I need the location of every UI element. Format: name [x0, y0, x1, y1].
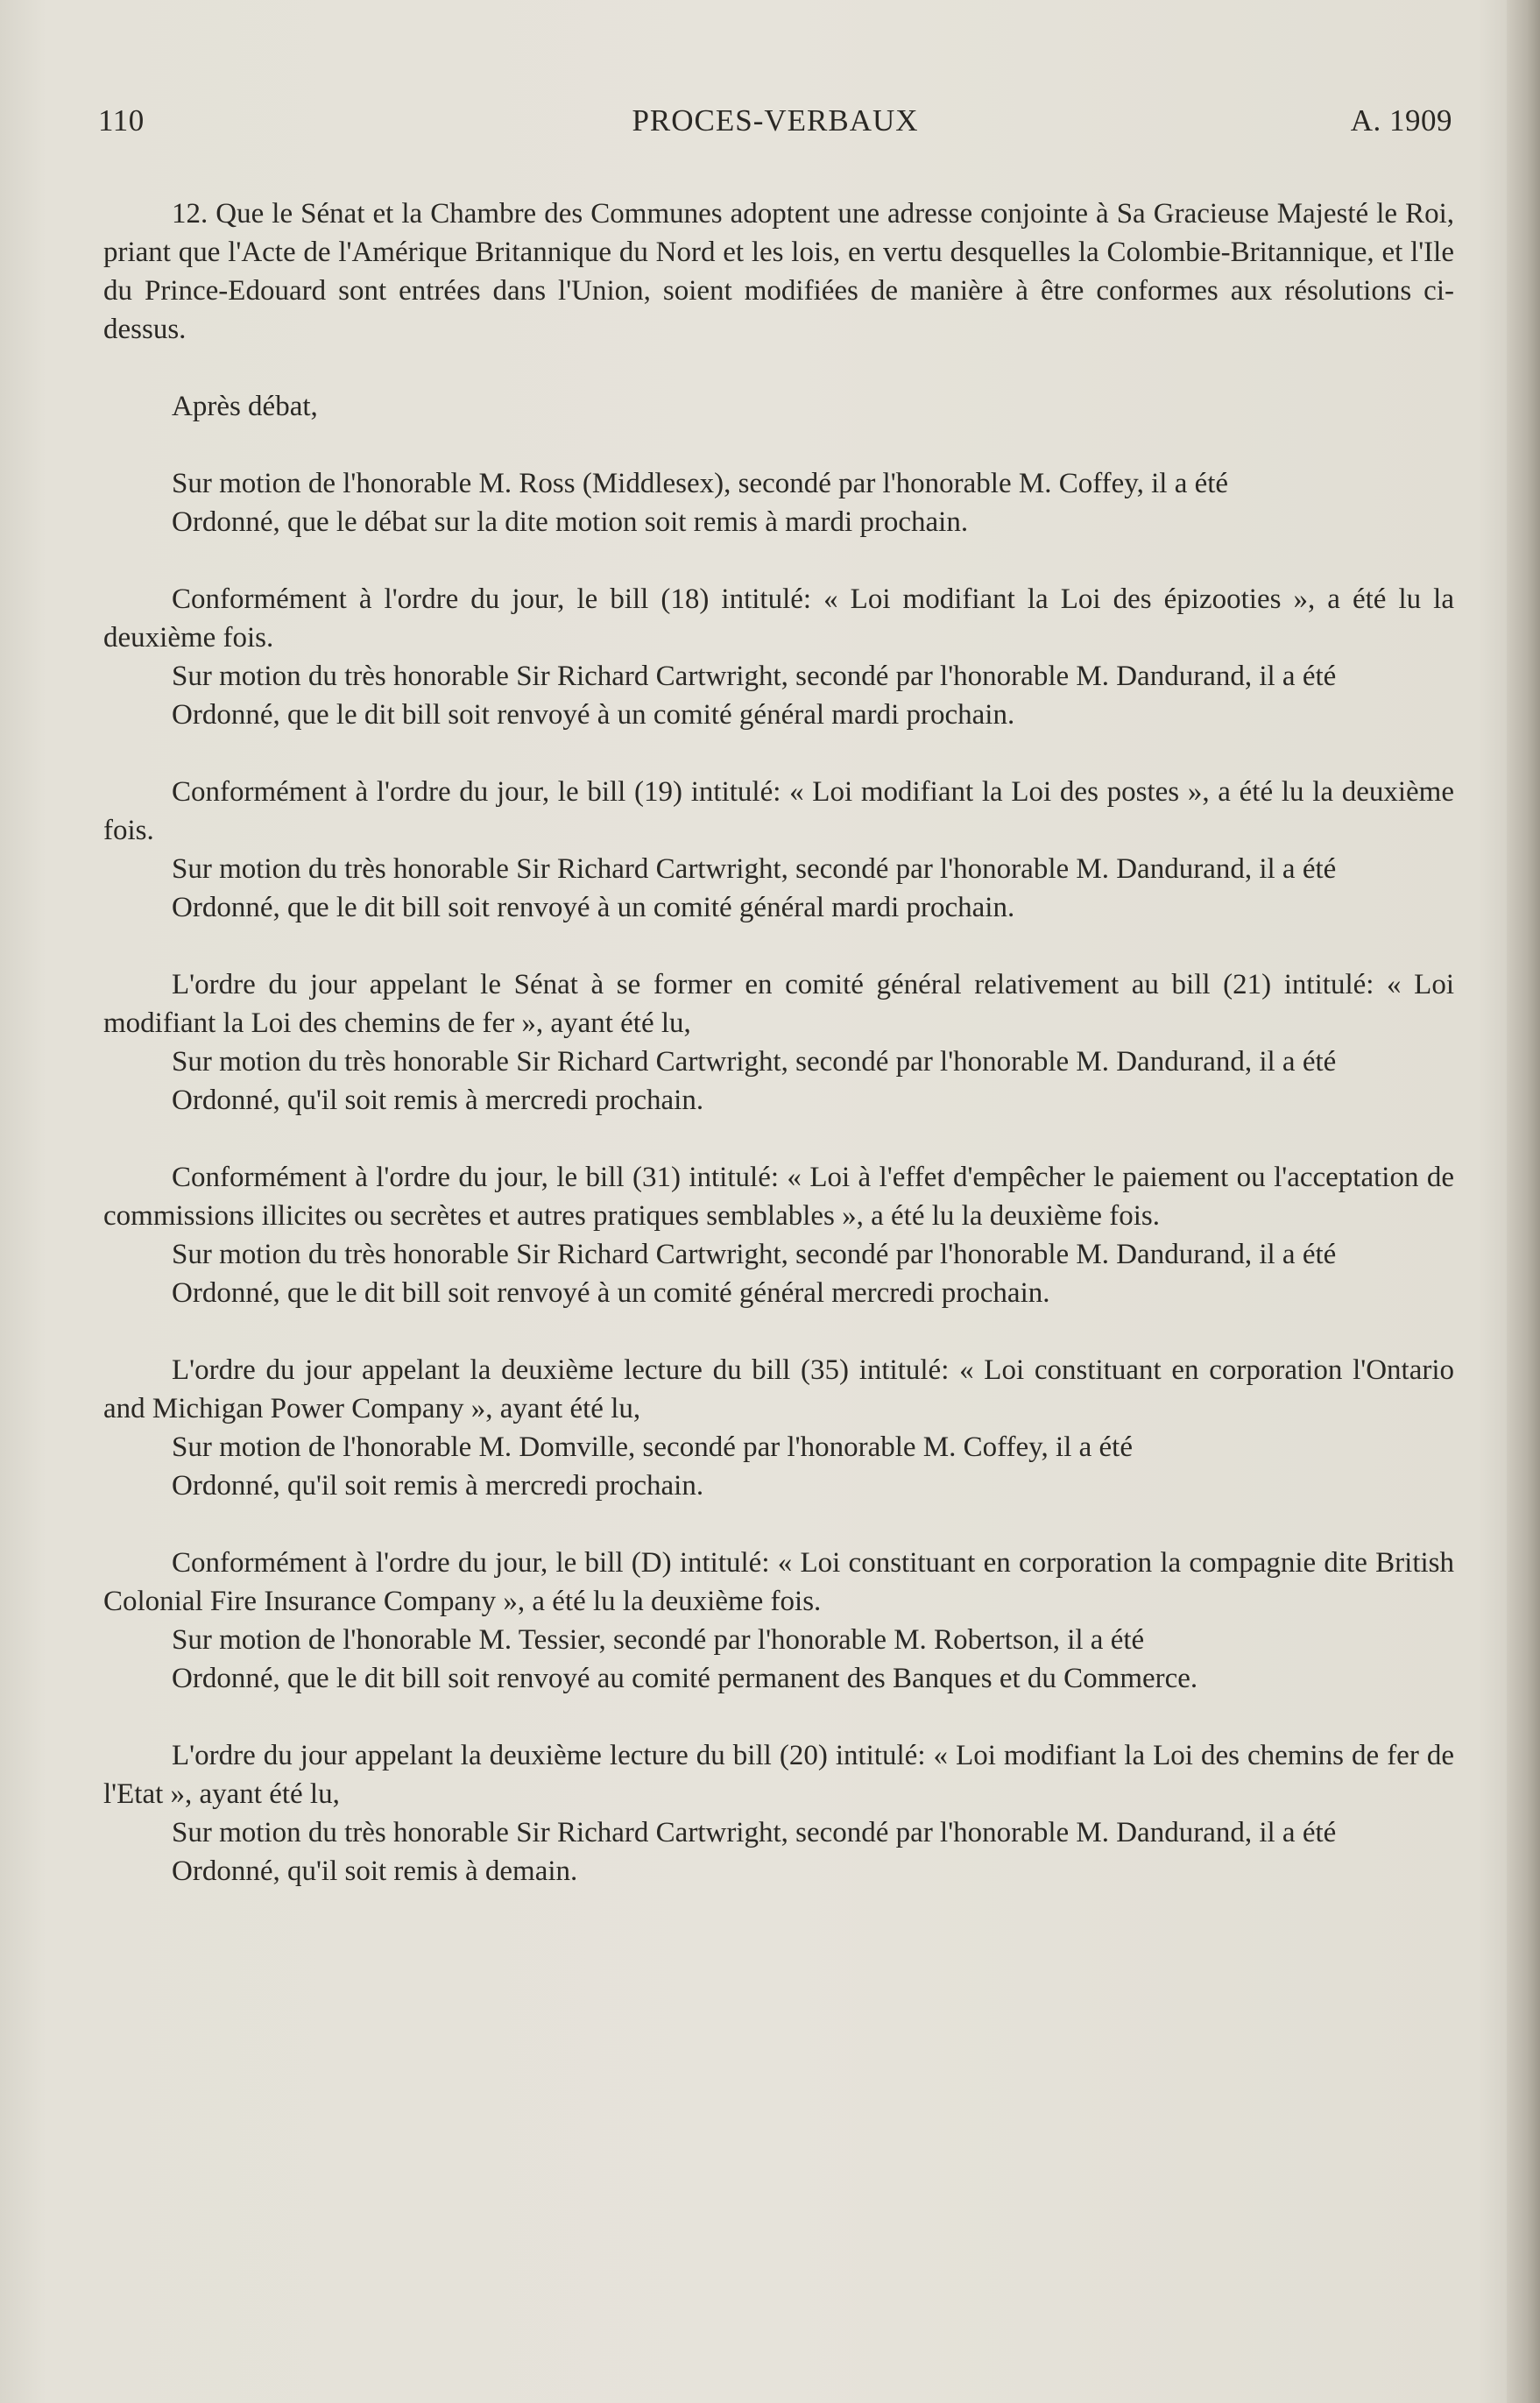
paragraph-line: Sur motion du très honorable Sir Richard Cartwright, secondé par l'honorable M. Dandurand, il a été — [172, 1046, 1337, 1078]
paragraph-line: L'ordre du jour appelant la deuxième lecture du bill (20) intitulé: « Loi modifiant la Loi des chemins de fer de l'Etat », ayant été lu, — [103, 1740, 1454, 1810]
paragraph-line: Ordonné, qu'il soit remis à demain. — [172, 1855, 578, 1887]
paragraph-line: Sur motion de l'honorable M. Tessier, secondé par l'honorable M. Robertson, il a été — [172, 1624, 1145, 1656]
page-title: PROCES-VERBAUX — [632, 103, 919, 138]
paragraph — [103, 387, 1454, 426]
page-header — [98, 103, 1452, 147]
paragraph-line: Conformément à l'ordre du jour, le bill (18) intitulé: « Loi modifiant la Loi des épizooties », a été lu la deuxième fois. — [103, 583, 1454, 654]
paragraph-line: Sur motion du très honorable Sir Richard Cartwright, secondé par l'honorable M. Dandurand, il a été — [172, 853, 1337, 885]
paragraph-line: Sur motion de l'honorable M. Ross (Middlesex), secondé par l'honorable M. Coffey, il a été — [172, 468, 1229, 499]
paragraph-line: Ordonné, que le dit bill soit renvoyé au comité permanent des Banques et du Commerce. — [172, 1663, 1198, 1694]
paragraph-line: 12. Que le Sénat et la Chambre des Communes adoptent une adresse conjointe à Sa Gracieuse Majesté le Roi, priant que l'Acte de l'Amérique Britannique du Nord et les lois, en vertu desquelles la Colombie-Britannique, et l'Ile du Prince-Edouard sont entrées dans l'Union, soient modifiées de manière à être conformes aux résolutions ci-dessus. — [103, 198, 1454, 345]
paragraph-line: L'ordre du jour appelant le Sénat à se former en comité général relativement au bill (21) intitulé: « Loi modifiant la Loi des chemins de fer », ayant été lu, — [103, 969, 1454, 1039]
paragraph — [103, 1351, 1454, 1505]
paragraph-line: L'ordre du jour appelant la deuxième lecture du bill (35) intitulé: « Loi constituant en corporation l'Ontario and Michigan Power Company », ayant été lu, — [103, 1354, 1454, 1424]
paragraph-line: Ordonné, que le dit bill soit renvoyé à un comité général mardi prochain. — [172, 699, 1015, 731]
paragraph — [103, 194, 1454, 349]
paragraph — [103, 1158, 1454, 1312]
paragraph — [103, 965, 1454, 1120]
paragraph — [103, 464, 1454, 541]
paragraph — [103, 1736, 1454, 1891]
paragraph-line: Après débat, — [172, 391, 318, 422]
paragraph-line: Sur motion de l'honorable M. Domville, secondé par l'honorable M. Coffey, il a été — [172, 1431, 1133, 1463]
paragraph-line: Ordonné, que le débat sur la dite motion soit remis à mardi prochain. — [172, 506, 969, 538]
paragraph-line: Ordonné, qu'il soit remis à mercredi prochain. — [172, 1085, 704, 1116]
page-year: A. 1909 — [1350, 103, 1452, 138]
paragraph-line: Ordonné, qu'il soit remis à mercredi prochain. — [172, 1470, 704, 1502]
page-edge — [1507, 0, 1540, 2403]
paragraph-line: Conformément à l'ordre du jour, le bill (D) intitulé: « Loi constituant en corporation la compagnie dite British Colonial Fire Insurance Company », a été lu la deuxième fois. — [103, 1547, 1454, 1617]
paragraph-line: Ordonné, que le dit bill soit renvoyé à un comité général mercredi prochain. — [172, 1277, 1050, 1309]
paragraph — [103, 773, 1454, 927]
paragraph-line: Sur motion du très honorable Sir Richard Cartwright, secondé par l'honorable M. Dandurand, il a été — [172, 1817, 1337, 1848]
paragraph — [103, 1544, 1454, 1698]
paragraph-line: Conformément à l'ordre du jour, le bill (19) intitulé: « Loi modifiant la Loi des postes », a été lu la deuxième fois. — [103, 776, 1454, 846]
document-body — [103, 194, 1454, 1929]
page-number: 110 — [98, 103, 145, 138]
paragraph — [103, 580, 1454, 734]
paragraph-line: Sur motion du très honorable Sir Richard Cartwright, secondé par l'honorable M. Dandurand, il a été — [172, 661, 1337, 692]
paragraph-line: Ordonné, que le dit bill soit renvoyé à un comité général mardi prochain. — [172, 892, 1015, 923]
paragraph-line: Conformément à l'ordre du jour, le bill (31) intitulé: « Loi à l'effet d'empêcher le paiement ou l'acceptation de commissions illicites ou secrètes et autres pratiques semblables », a été lu la deuxième fois. — [103, 1162, 1454, 1232]
paragraph-line: Sur motion du très honorable Sir Richard Cartwright, secondé par l'honorable M. Dandurand, il a été — [172, 1239, 1337, 1270]
